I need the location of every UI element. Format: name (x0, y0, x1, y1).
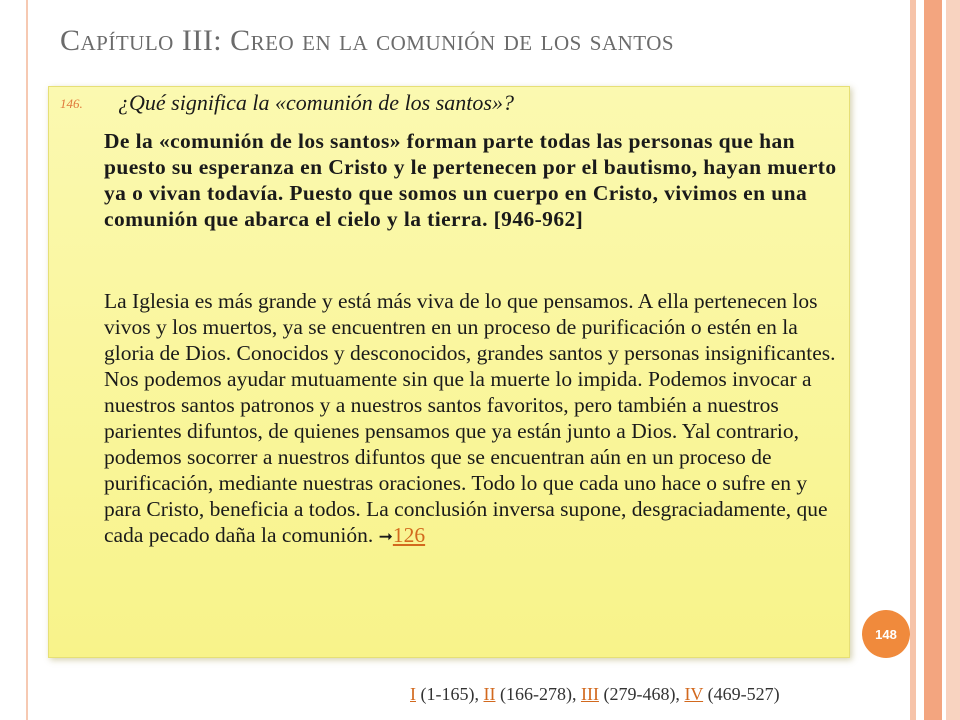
footer-range: (469-527) (703, 684, 780, 704)
arrow-icon: ➞ (378, 527, 393, 546)
question-number: 146. (60, 96, 83, 111)
explanation-paragraph (104, 288, 844, 550)
stripe (924, 0, 942, 720)
footer-range: (279-468), (598, 684, 685, 704)
footer-navigation (410, 684, 780, 705)
cross-reference-link[interactable]: 126 (392, 523, 426, 547)
decorative-stripes (910, 0, 960, 720)
explanation-text: La Iglesia es más grande y está más viva de lo que pensamos. A ella pertenecen los vivos y los muertos, ya se encuentren en un proceso de purificación o estén en la gloria de Dios. Conocidos y desconocidos, grandes santos y personas insignificantes. Nos podemos ayudar mutuamente sin que la muerte lo impida. Podemos invocar a nuestros santos patronos y a nuestros santos favoritos, pero también a nuestros parientes difuntos, de quienes pensamos que ya están junto a Dios. Yal contrario, podemos socorrer a nuestros difuntos que se encuentran aún en un proceso de purificación, mediante nuestras oraciones. Todo lo que cada uno hace o sufre en y para Cristo, beneficia a todos. La conclusión inversa supone, desgraciadamente, que cada pecado daña la comunión. (104, 289, 836, 547)
stripe (910, 0, 916, 720)
page-number-badge: 148 (862, 610, 910, 658)
footer-link-part-3[interactable]: III (580, 684, 599, 704)
footer-range: (1-165), (416, 684, 484, 704)
stripe (946, 0, 960, 720)
footer-link-part-1[interactable]: I (410, 684, 416, 704)
footer-link-part-2[interactable]: II (483, 684, 496, 704)
answer-paragraph: De la «comunión de los santos» forman parte todas las personas que han puesto su esperanza en Cristo y le pertenecen por el bautismo, hayan muerto ya o vivan todavía. Puesto que somos un cuerpo en Cristo, vivimos en una comunión que abarca el cielo y la tierra. [946-962] (104, 129, 837, 231)
footer-range: (166-278), (495, 684, 581, 704)
question-text: ¿Qué significa la «comunión de los santos»? (118, 90, 514, 115)
footer-link-part-4[interactable]: IV (684, 684, 704, 704)
slide-title: Capítulo III: Creo en la comunión de los santos (60, 24, 675, 57)
left-border-line (26, 0, 28, 720)
